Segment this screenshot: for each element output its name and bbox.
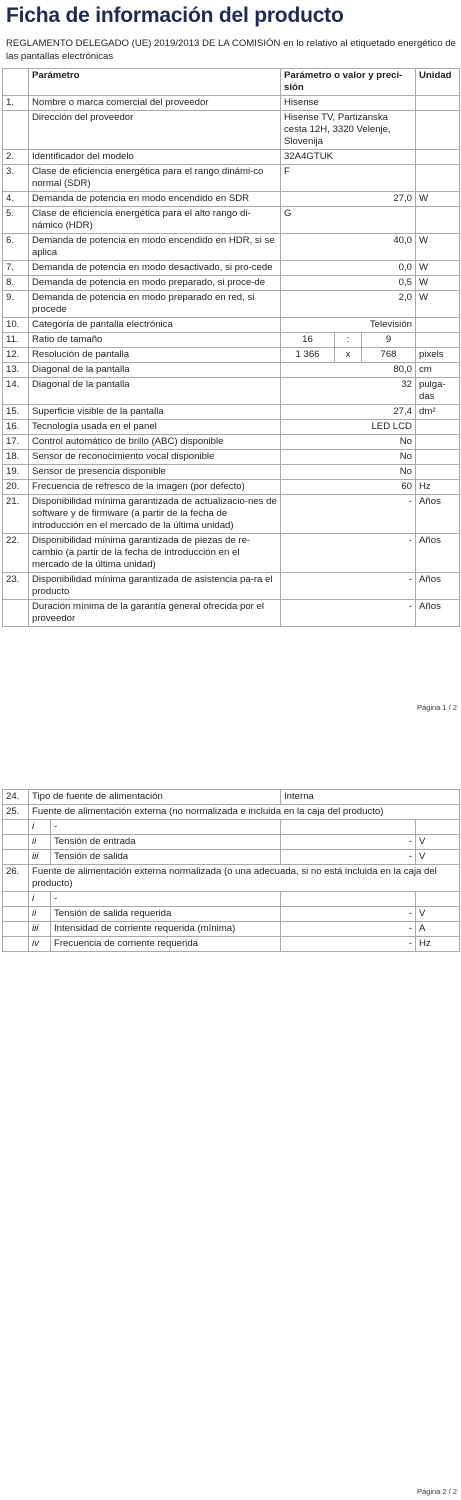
table-row: 12. Resolución de pantalla 1 366 x 768 pixels: [3, 348, 460, 363]
table-row: 20. Frecuencia de refresco de la imagen (por defecto) 60 Hz: [3, 480, 460, 495]
table-row: 24. Tipo de fuente de alimentación Interna: [3, 790, 460, 805]
table-row: 8. Demanda de potencia en modo preparado, si proce-de 0,5 W: [3, 276, 460, 291]
table-row: Duración mínima de la garantía general ofrecida por el proveedor - Años: [3, 600, 460, 627]
table-row: 19. Sensor de presencia disponible No: [3, 465, 460, 480]
table-row: 23. Disponibilidad mínima garantizada de asistencia pa-ra el producto - Años: [3, 573, 460, 600]
table-row: 13. Diagonal de la pantalla 80,0 cm: [3, 363, 460, 378]
table-row: 18. Sensor de reconocimiento vocal disponible No: [3, 450, 460, 465]
page-number: Página 2 / 2: [416, 1487, 457, 1496]
table-row: i -: [3, 892, 460, 907]
table-row: 15. Superficie visible de la pantalla 27,4 dm²: [3, 405, 460, 420]
table-row: 22. Disponibilidad mínima garantizada de piezas de re-cambio (a partir de la fecha de introducción en el mercado de la última unidad) - Años: [3, 534, 460, 573]
table-row: ii Tensión de entrada - V: [3, 835, 460, 850]
header-parametro: Parámetro: [29, 69, 281, 96]
table-row: iv Frecuencia de corriente requerida - Hz: [3, 937, 460, 952]
table-row: 14. Diagonal de la pantalla 32 pulga-das: [3, 378, 460, 405]
page-2: [0, 745, 461, 1500]
table-row: 21. Disponibilidad mínima garantizada de actualizacio-nes de software y de firmware (a partir de la fecha de introducción en el mercado de la última unidad) - Años: [3, 495, 460, 534]
table-row: 6. Demanda de potencia en modo encendido en HDR, si se aplica 40,0 W: [3, 234, 460, 261]
table-row: 5. Clase de eficiencia energética para el alto rango di-námico (HDR) G: [3, 207, 460, 234]
table-row: i -: [3, 820, 460, 835]
power-supply-table: [2, 789, 460, 952]
table-row: 16. Tecnología usada en el panel LED LCD: [3, 420, 460, 435]
header-valor: Parámetro o valor y preci-sión: [281, 69, 416, 96]
table-row: 26. Fuente de alimentación externa normalizada (o una adecuada, si no está incluida en la caja del producto): [3, 865, 460, 892]
table-row: iii Intensidad de corriente requerida (mínima) - A: [3, 922, 460, 937]
table-row: ii Tensión de salida requerida - V: [3, 907, 460, 922]
table-row: 25. Fuente de alimentación externa (no normalizada e incluida en la caja del producto): [3, 805, 460, 820]
header-unidad: Unidad: [416, 69, 460, 96]
table-row: 3. Clase de eficiencia energética para el rango dinámi-co normal (SDR) F: [3, 165, 460, 192]
table-row: 2. Identificador del modelo 32A4GTUK: [3, 150, 460, 165]
table-row: 4. Demanda de potencia en modo encendido en SDR 27,0 W: [3, 192, 460, 207]
page-title: Ficha de información del producto: [6, 4, 344, 27]
table-row: 9. Demanda de potencia en modo preparado en red, si procede 2,0 W: [3, 291, 460, 318]
table-header-row: [3, 69, 460, 96]
regulation-subtitle: REGLAMENTO DELEGADO (UE) 2019/2013 DE LA COMISIÓN en lo relativo al etiquetado energético de las pantallas electrónicas: [6, 38, 456, 62]
table-row: 17. Control automático de brillo (ABC) disponible No: [3, 435, 460, 450]
product-info-table: [2, 68, 460, 627]
table-row: 1. Nombre o marca comercial del proveedor Hisense: [3, 96, 460, 111]
page-number: Página 1 / 2: [416, 703, 457, 712]
table-row: 10. Categoría de pantalla electrónica Televisión: [3, 318, 460, 333]
table-row: 11. Ratio de tamaño 16 : 9: [3, 333, 460, 348]
table-row: Dirección del proveedor Hisense TV, Partizanska cesta 12H, 3320 Velenje, Slovenija: [3, 111, 460, 150]
table-row: iii Tensión de salida - V: [3, 850, 460, 865]
table-row: 7. Demanda de potencia en modo desactivado, si pro-cede 0,0 W: [3, 261, 460, 276]
page-1: [0, 0, 461, 745]
